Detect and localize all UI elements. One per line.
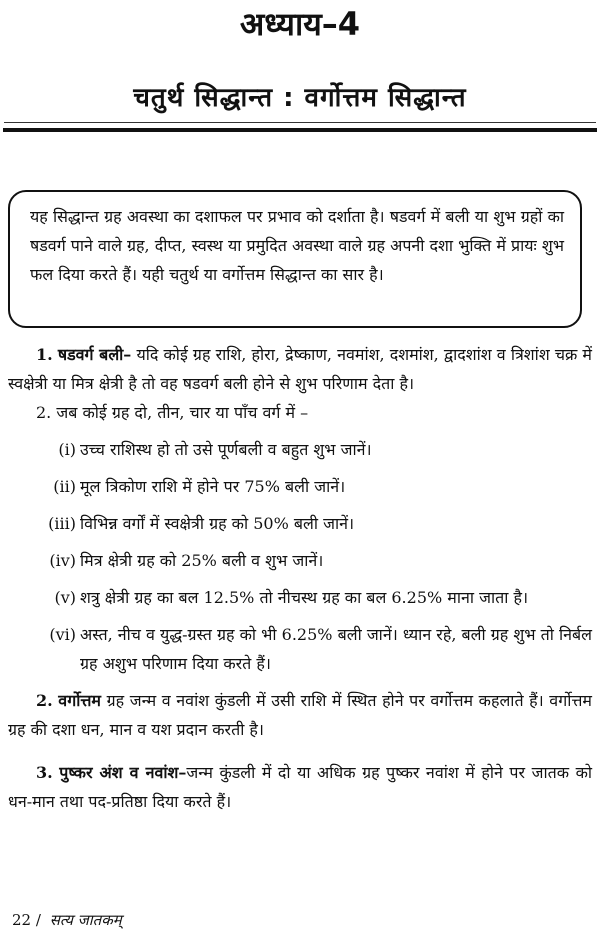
page-number: 22 / <box>12 911 41 929</box>
section-title: चतुर्थ सिद्धान्त : वर्गोत्तम सिद्धान्त <box>133 83 467 113</box>
list-item <box>8 472 592 501</box>
summary-text: यह सिद्धान्त ग्रह अवस्था का दशाफल पर प्रभाव को दर्शाता है। षडवर्ग में बली या शुभ ग्रहों का षडवर्ग पाने वाले ग्रह, दीप्त, स्वस्थ या प्रमुदित अवस्था वाले ग्रह अपनी दशा भुक्ति में प्रायः शुभ फल दिया करते हैं। यही चतुर्थ या वर्गोत्तम सिद्धान्त का सार है। <box>30 207 564 284</box>
title-divider-thick <box>3 128 597 132</box>
title-divider-thin <box>4 122 596 123</box>
list-item <box>8 546 592 575</box>
page-footer <box>12 908 122 932</box>
paragraph-vargottama <box>8 686 592 744</box>
list-marker: (v) <box>54 588 76 607</box>
list-item <box>8 509 592 538</box>
list-item <box>8 435 592 464</box>
body-text <box>8 340 592 816</box>
paragraph-number: 1. <box>36 345 53 364</box>
strength-list <box>8 435 592 678</box>
paragraph-varga-intro: 2. जब कोई ग्रह दो, तीन, चार या पाँच वर्ग में – <box>36 403 309 422</box>
paragraph-pushkar <box>8 758 592 816</box>
paragraph-lead: षडवर्ग बली– <box>57 345 132 364</box>
list-marker: (iii) <box>48 514 76 533</box>
list-marker: (ii) <box>53 477 76 496</box>
paragraph-number: 3. <box>36 763 53 782</box>
list-item <box>8 583 592 612</box>
paragraph-lead: पुष्कर अंश व नवांश– <box>59 763 187 782</box>
book-title: सत्य जातकम् <box>49 911 122 929</box>
list-marker: (vi) <box>49 625 76 644</box>
list-item <box>8 620 592 678</box>
list-text: अस्त, नीच व युद्ध-ग्रस्त ग्रह को भी 6.25% बली जानें। ध्यान रहे, बली ग्रह शुभ तो निर्बल ग्रह अशुभ परिणाम दिया करते हैं। <box>80 625 592 673</box>
paragraph-shadvarga-bali <box>8 340 592 398</box>
list-text: शत्रु क्षेत्री ग्रह का बल 12.5% तो नीचस्थ ग्रह का बल 6.25% माना जाता है। <box>80 588 529 607</box>
paragraph-text: ग्रह जन्म व नवांश कुंडली में उसी राशि में स्थित होने पर वर्गोत्तम कहलाते हैं। वर्गोत्तम ग्रह की दशा धन, मान व यश प्रदान करती है। <box>8 691 592 739</box>
list-text: मूल त्रिकोण राशि में होने पर 75% बली जानें। <box>80 477 346 496</box>
list-text: विभिन्न वर्गों में स्वक्षेत्री ग्रह को 50% बली जानें। <box>80 514 355 533</box>
paragraph-lead: वर्गोत्तम <box>58 691 101 710</box>
list-marker: (iv) <box>49 551 76 570</box>
list-marker: (i) <box>58 440 76 459</box>
chapter-title: अध्याय–4 <box>239 5 361 43</box>
paragraph-text: जन्म कुंडली में दो या अधिक ग्रह पुष्कर नवांश में होने पर जातक को धन-मान तथा पद-प्रतिष्ठा दिया करते हैं। <box>8 763 592 811</box>
list-text: मित्र क्षेत्री ग्रह को 25% बली व शुभ जानें। <box>80 551 324 570</box>
summary-box <box>8 190 582 328</box>
paragraph-text: यदि कोई ग्रह राशि, होरा, द्रेष्काण, नवमांश, दशमांश, द्वादशांश व त्रिशांश चक्र में स्वक्षेत्री या मित्र क्षेत्री है तो वह षडवर्ग बली होने से शुभ परिणाम देता है। <box>8 345 592 393</box>
list-text: उच्च राशिस्थ हो तो उसे पूर्णबली व बहुत शुभ जानें। <box>80 440 372 459</box>
paragraph-number: 2. <box>36 691 53 710</box>
